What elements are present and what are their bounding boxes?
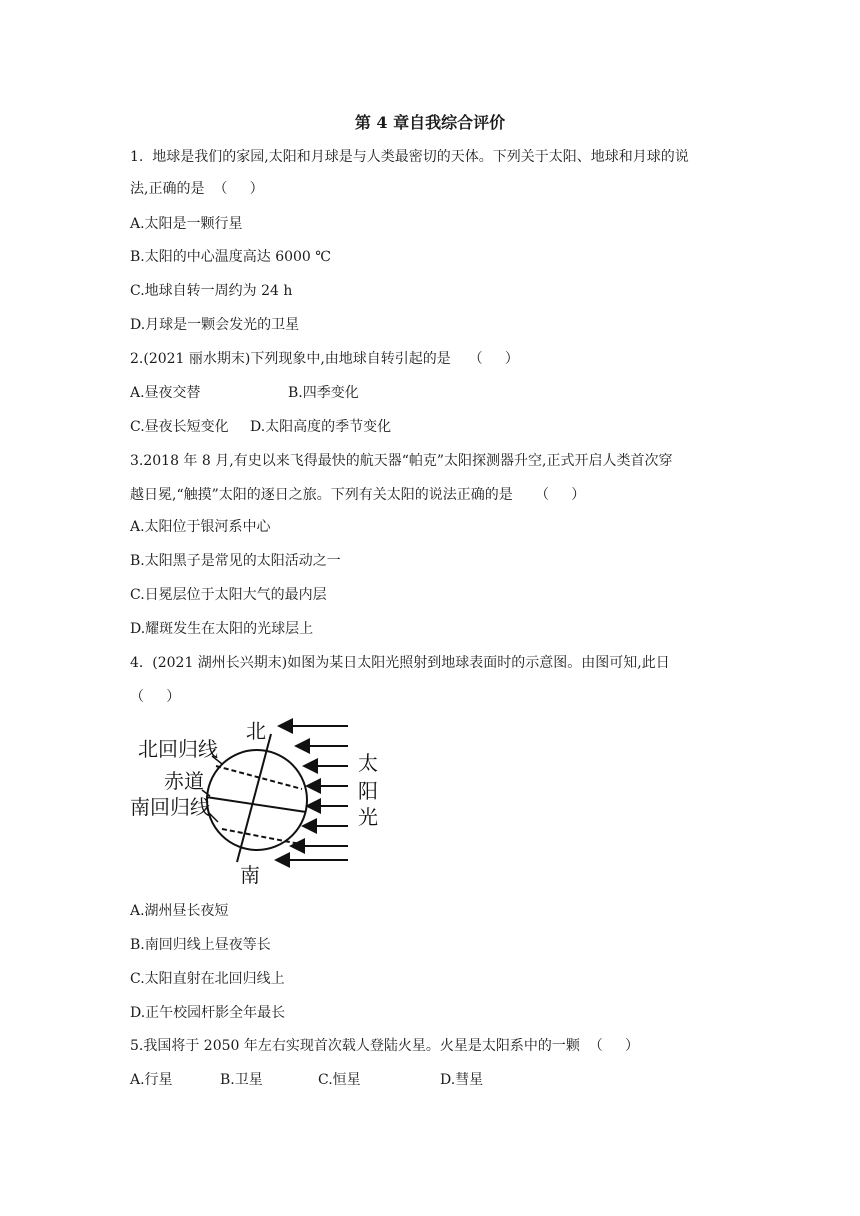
q1-option-a: A.太阳是一颗行星 xyxy=(130,216,243,232)
sunlight-label-2: 阳 xyxy=(358,779,378,803)
q4-stem-line-1: 4. (2021 湖州长兴期末)如图为某日太阳光照射到地球表面时的示意图。由图可知,此日 xyxy=(130,655,670,671)
equator-line xyxy=(206,797,306,812)
q1-stem-line-2: 法,正确的是 （ ） xyxy=(130,181,264,197)
sunlight-earth-diagram xyxy=(126,714,386,886)
q2-stem: 2.(2021 丽水期末)下列现象中,由地球自转引起的是 （ ） xyxy=(130,351,519,367)
q3-stem-line-2: 越日冕,“触摸”太阳的逐日之旅。下列有关太阳的说法正确的是 （ ） xyxy=(130,487,586,503)
page-title: 第 4 章自我综合评价 xyxy=(354,113,506,132)
tropic-north-label: 北回归线 xyxy=(138,737,218,761)
tropic-south-label: 南回归线 xyxy=(130,795,210,819)
tropic-north-line xyxy=(216,766,302,789)
q3-option-d: D.耀斑发生在太阳的光球层上 xyxy=(130,621,314,637)
sunlight-label-3: 光 xyxy=(358,805,378,829)
q1-option-b: B.太阳的中心温度高达 6000 ℃ xyxy=(130,249,331,265)
sunlight-label-1: 太 xyxy=(358,751,378,775)
q5-stem: 5.我国将于 2050 年左右实现首次载人登陆火星。火星是太阳系中的一颗 （ ） xyxy=(130,1038,640,1054)
q5-option-b: B.卫星 xyxy=(220,1072,263,1088)
q2-option-d: D.太阳高度的季节变化 xyxy=(250,419,392,435)
tropic-south-line xyxy=(222,829,300,844)
north-pole-label: 北 xyxy=(246,719,266,743)
q1-stem-line-1: 1. 地球是我们的家园,太阳和月球是与人类最密切的天体。下列关于太阳、地球和月球的说 xyxy=(130,149,689,165)
q3-option-b: B.太阳黑子是常见的太阳活动之一 xyxy=(130,553,341,569)
q5-option-c: C.恒星 xyxy=(318,1072,361,1088)
q4-option-b: B.南回归线上昼夜等长 xyxy=(130,937,271,953)
q4-stem-line-2: （ ） xyxy=(130,689,181,705)
q4-option-d: D.正午校园杆影全年最长 xyxy=(130,1005,286,1021)
q1-option-c: C.地球自转一周约为 24 h xyxy=(130,283,293,299)
q3-option-c: C.日冕层位于太阳大气的最内层 xyxy=(130,587,327,603)
q4-option-c: C.太阳直射在北回归线上 xyxy=(130,971,285,987)
q5-option-d: D.彗星 xyxy=(440,1072,484,1088)
q2-option-c: C.昼夜长短变化 xyxy=(130,419,229,435)
q1-option-d: D.月球是一颗会发光的卫星 xyxy=(130,317,300,333)
q5-option-a: A.行星 xyxy=(130,1072,173,1088)
q3-stem-line-1: 3.2018 年 8 月,有史以来飞得最快的航天器“帕克”太阳探测器升空,正式开启人类首次穿 xyxy=(130,453,673,469)
q2-option-b: B.四季变化 xyxy=(288,385,359,401)
q3-option-a: A.太阳位于银河系中心 xyxy=(130,519,271,535)
q4-option-a: A.湖州昼长夜短 xyxy=(130,903,229,919)
q2-option-a: A.昼夜交替 xyxy=(130,385,201,401)
south-pole-label: 南 xyxy=(240,863,260,886)
equator-label: 赤道 xyxy=(164,769,204,793)
